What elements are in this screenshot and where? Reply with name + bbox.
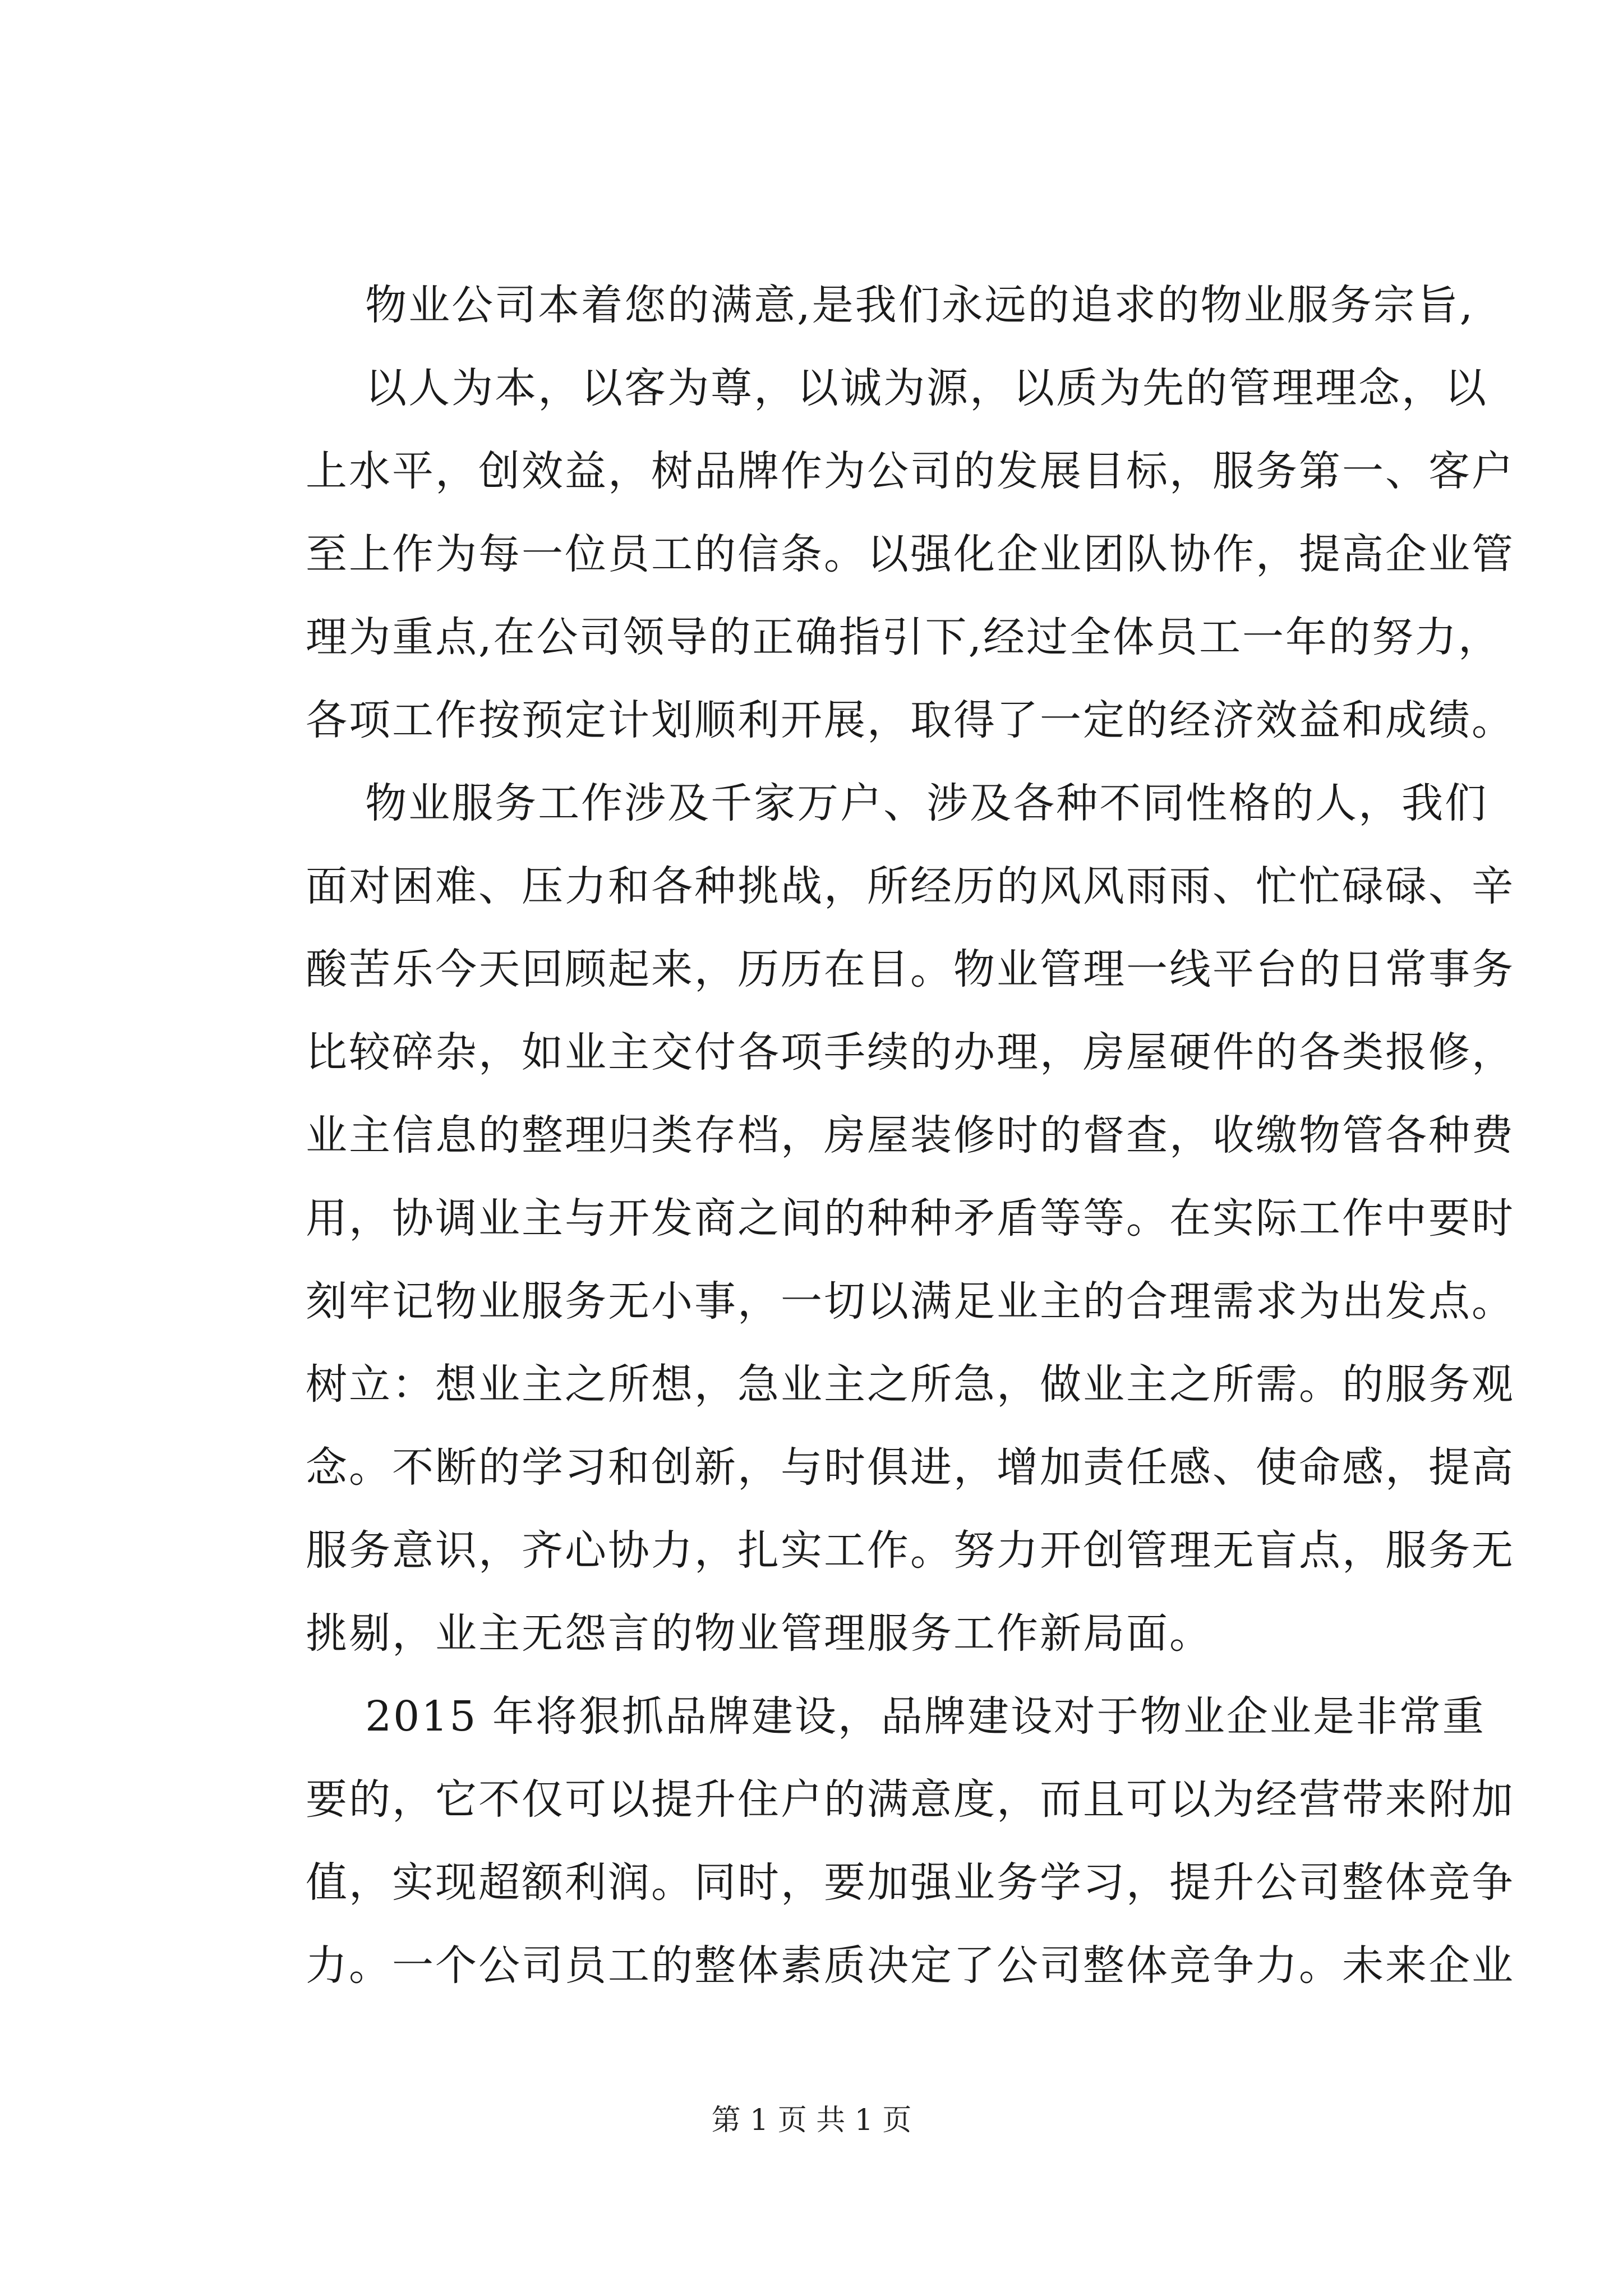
text-line: 比较碎杂，如业主交付各项手续的办理，房屋硬件的各类报修，: [306, 1028, 1515, 1076]
text-line: 2015 年将狠抓品牌建设，品牌建设对于物业企业是非常重: [306, 1692, 1486, 1741]
text-line: 物业公司本着您的满意,是我们永远的追求的物业服务宗旨,: [306, 281, 1475, 329]
text-line: 树立：想业主之所想，急业主之所急，做业主之所需。的服务观: [306, 1360, 1515, 1409]
body-text: [306, 264, 1515, 2007]
text-line: 念。不断的学习和创新，与时俱进，增加责任感、使命感，提高: [306, 1443, 1515, 1492]
text-line: 物业服务工作涉及千家万户、涉及各种不同性格的人，我们: [306, 779, 1488, 827]
text-line: 要的，它不仅可以提升住户的满意度，而且可以为经营带来附加: [306, 1775, 1515, 1824]
text-line: 值，实现超额利润。同时，要加强业务学习，提升公司整体竞争: [306, 1858, 1515, 1907]
text-line: 用，协调业主与开发商之间的种种矛盾等等。在实际工作中要时: [306, 1194, 1515, 1243]
text-line: 至上作为每一位员工的信条。以强化企业团队协作，提高企业管: [306, 530, 1515, 578]
text-line: 理为重点,在公司领导的正确指引下,经过全体员工一年的努力，: [306, 613, 1502, 661]
text-line: 上水平，创效益，树品牌作为公司的发展目标，服务第一、客户: [306, 447, 1515, 495]
text-line: 各项工作按预定计划顺利开展，取得了一定的经济效益和成绩。: [306, 696, 1515, 744]
text-line: 以人为本，以客为尊，以诚为源，以质为先的管理理念，以: [306, 364, 1488, 412]
text-line: 业主信息的整理归类存档，房屋装修时的督查，收缴物管各种费: [306, 1111, 1515, 1159]
page-footer: 第 1 页 共 1 页: [711, 2104, 912, 2137]
text-line: 挑剔，业主无怨言的物业管理服务工作新局面。: [306, 1609, 1212, 1658]
text-line: 服务意识，齐心协力，扎实工作。努力开创管理无盲点，服务无: [306, 1526, 1515, 1575]
text-line: 面对困难、压力和各种挑战，所经历的风风雨雨、忙忙碌碌、辛: [306, 862, 1515, 910]
text-line: 力。一个公司员工的整体素质决定了公司整体竞争力。未来企业: [306, 1941, 1515, 1990]
text-line: 刻牢记物业服务无小事，一切以满足业主的合理需求为出发点。: [306, 1277, 1515, 1326]
text-line: 酸苦乐今天回顾起来，历历在目。物业管理一线平台的日常事务: [306, 945, 1515, 993]
